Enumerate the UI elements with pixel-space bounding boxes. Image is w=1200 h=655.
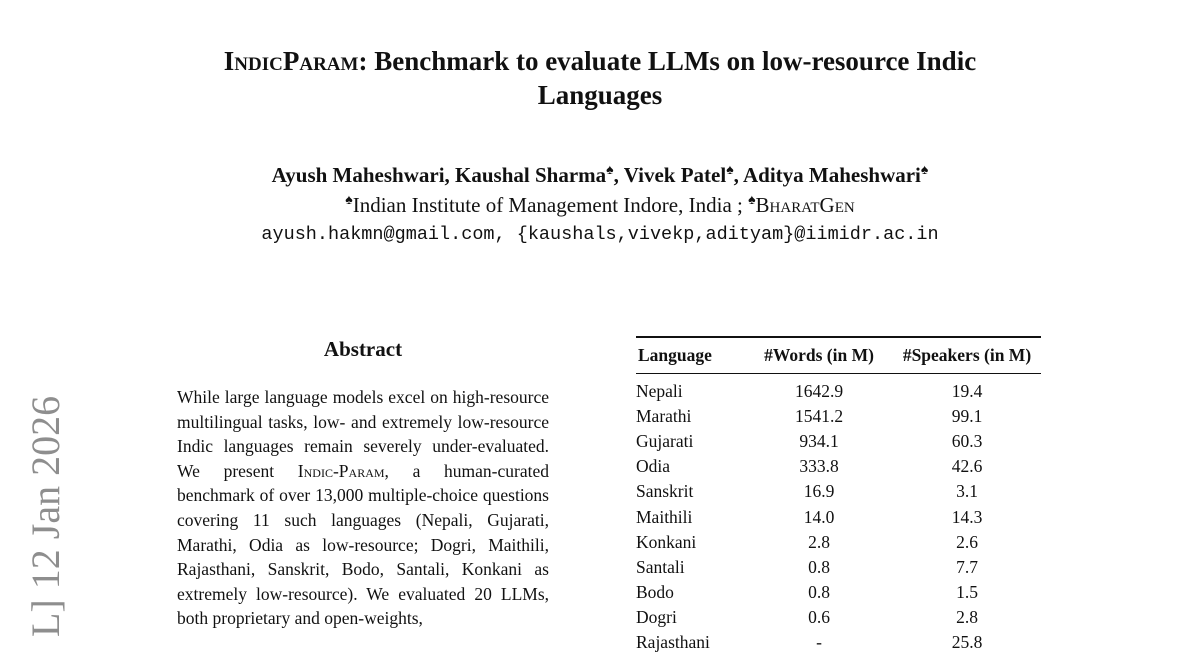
cell-words: 14.0 xyxy=(803,506,835,527)
table-row xyxy=(636,555,1041,580)
cell-words: 0.8 xyxy=(808,581,830,602)
institution: Indian Institute of Management Indore, India ; xyxy=(352,193,743,217)
cell-words: 1642.9 xyxy=(794,381,844,402)
cell-words: 2.8 xyxy=(808,531,830,552)
cell-speakers: 3.1 xyxy=(956,481,978,502)
cell-speakers: 25.8 xyxy=(951,631,983,652)
cell-speakers: 1.5 xyxy=(956,581,978,602)
cell-speakers: 2.6 xyxy=(956,531,978,552)
affiliation-mark: ♠ xyxy=(920,163,929,178)
cell-language: Marathi xyxy=(636,406,692,427)
cell-words: 1541.2 xyxy=(794,406,844,427)
affiliation-mark: ♠ xyxy=(345,193,353,208)
title-name-part-2: Param xyxy=(282,46,359,76)
title-name-part-1: Indic xyxy=(223,46,283,76)
cell-language: Maithili xyxy=(636,506,693,527)
paper-title xyxy=(150,44,1050,112)
author-name: Ayush Maheshwari xyxy=(271,163,445,187)
abstract-benchmark-name-1: Indic- xyxy=(297,460,339,481)
arxiv-stamp xyxy=(18,396,78,648)
cell-language: Konkani xyxy=(636,531,697,552)
cell-speakers: 99.1 xyxy=(951,406,983,427)
abstract-heading: Abstract xyxy=(323,337,403,361)
author-name: Kaushal Sharma xyxy=(455,163,607,187)
cell-language: Dogri xyxy=(636,606,677,627)
cell-speakers: 7.7 xyxy=(956,556,978,577)
cell-words: 333.8 xyxy=(799,456,839,477)
author-list: Ayush Maheshwari, Kaushal Sharma♠, Vivek Patel♠, Aditya Maheshwari♠ xyxy=(271,163,929,187)
column-header-language: Language xyxy=(636,337,745,374)
language-statistics-table xyxy=(636,336,1041,655)
cell-speakers: 60.3 xyxy=(951,431,983,452)
cell-language: Santali xyxy=(636,556,685,577)
table-row xyxy=(636,374,1041,405)
table-row xyxy=(636,580,1041,605)
table-row xyxy=(636,454,1041,479)
affiliation-mark: ♠ xyxy=(606,163,614,178)
column-header-words: #Words (in M) xyxy=(745,337,893,374)
cell-words: 934.1 xyxy=(799,431,839,452)
cell-language: Gujarati xyxy=(636,431,694,452)
author-emails: ayush.hakmn@gmail.com, {kaushals,vivekp,adityam}@iimidr.ac.in xyxy=(261,224,939,245)
table-row xyxy=(636,404,1041,429)
cell-speakers: 14.3 xyxy=(951,506,983,527)
table-row xyxy=(636,530,1041,555)
cell-language: Bodo xyxy=(636,581,674,602)
author-name: Vivek Patel xyxy=(623,163,727,187)
cell-language: Odia xyxy=(636,456,671,477)
cell-words: 0.6 xyxy=(808,606,830,627)
abstract-text-part-1: While large language models excel on high-resource multilingual tasks, low- and extremely low-resource Indic languages remain severely under-evaluated. We present xyxy=(177,387,549,481)
cell-speakers: 2.8 xyxy=(956,606,978,627)
cell-language: Rajasthani xyxy=(636,631,710,652)
table-row xyxy=(636,605,1041,630)
affiliation-mark: ♠ xyxy=(726,163,734,178)
title-line-2: Languages xyxy=(537,80,663,110)
cell-speakers: 19.4 xyxy=(951,381,983,402)
abstract-benchmark-name-2: Param xyxy=(338,460,385,481)
table-header-row xyxy=(636,337,1041,374)
title-rest: : Benchmark to evaluate LLMs on low-resource Indic xyxy=(358,46,977,76)
arxiv-stamp-text: L] 12 Jan 2026 xyxy=(23,396,68,638)
abstract-text-part-2: , a human-curated benchmark of over 13,000 multiple-choice questions covering 11 such languages (Nepali, Gujarati, Marathi, Odia as low-resource; Dogri, Maithili, Rajasthani, Sanskrit, Bodo, Santali, Konkani as extremely low-resource). We evaluated 20 LLMs, both proprietary and open-weights, xyxy=(177,460,550,629)
table-row xyxy=(636,630,1041,655)
affiliation-line xyxy=(150,191,1050,219)
author-name: Aditya Maheshwari xyxy=(742,163,921,187)
cell-words: 0.8 xyxy=(808,556,830,577)
organization: BharatGen xyxy=(755,193,855,217)
cell-words: 16.9 xyxy=(803,481,835,502)
column-header-speakers: #Speakers (in M) xyxy=(893,337,1041,374)
affiliation-mark: ♠ xyxy=(748,193,756,208)
cell-language: Nepali xyxy=(636,381,683,402)
cell-words: - xyxy=(816,631,822,652)
cell-speakers: 42.6 xyxy=(951,456,983,477)
table-row xyxy=(636,504,1041,529)
table-row xyxy=(636,429,1041,454)
cell-language: Sanskrit xyxy=(636,481,694,502)
table-row xyxy=(636,479,1041,504)
abstract-body xyxy=(177,385,549,631)
